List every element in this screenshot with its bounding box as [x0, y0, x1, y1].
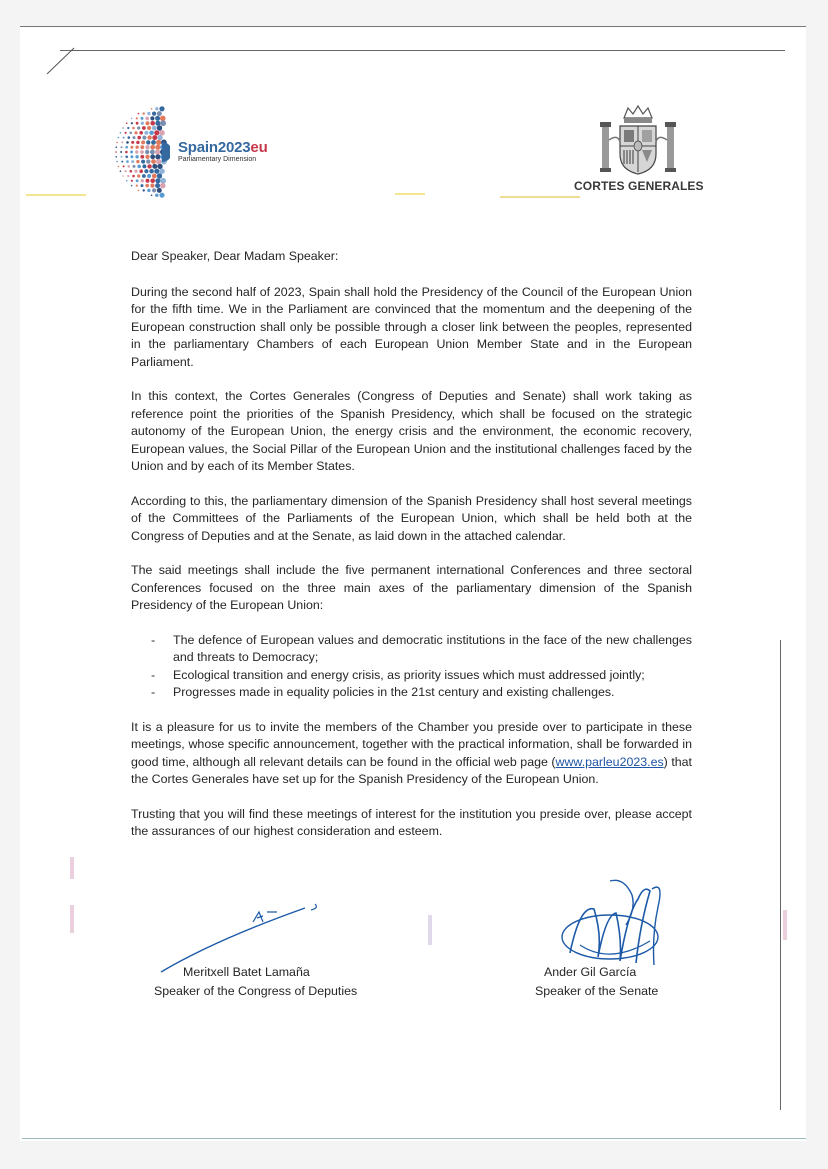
logo-dot: [137, 165, 141, 169]
scan-margin-mark: [70, 857, 74, 879]
logo-subtitle: Parliamentary Dimension: [178, 156, 257, 163]
salutation: Dear Speaker, Dear Madam Speaker:: [131, 249, 339, 263]
spain-coat-of-arms-icon: [598, 104, 678, 176]
logo-dot: [135, 146, 138, 149]
logo-dot: [159, 168, 165, 174]
logo-dot: [149, 169, 154, 174]
logo-dot: [141, 140, 145, 144]
scan-margin-mark: [70, 905, 74, 933]
logo-dot: [151, 159, 156, 164]
logo-dot: [157, 135, 162, 140]
scan-margin-mark: [783, 910, 787, 940]
spain2023eu-logo-icon: [110, 104, 170, 200]
logo-dot: [147, 164, 151, 168]
logo-dot: [147, 126, 151, 130]
letter-body: [131, 248, 692, 858]
logo-dot: [157, 188, 162, 193]
logo-dot: [139, 131, 143, 135]
logo-dot: [151, 194, 153, 196]
signatory-right-name: Ander Gil García: [544, 965, 637, 979]
scan-streak: [395, 193, 425, 195]
logo-dot: [131, 180, 133, 182]
logo-dot: [125, 170, 127, 172]
logo-dot: [134, 131, 137, 134]
logo-dot: [143, 112, 145, 114]
logo-dot: [126, 160, 129, 163]
logo-half-disc: [162, 142, 170, 162]
logo-dot: [139, 169, 143, 173]
paragraph-closing: Trusting that you will find these meetings of interest for the institution you preside over, please accept the assurances of our highest consideration and esteem.: [131, 806, 692, 838]
logo-dot: [152, 126, 157, 131]
logo-dot: [141, 179, 144, 182]
logo-dot: [146, 159, 150, 163]
logo-dot: [130, 170, 133, 173]
logo-dot: [156, 140, 161, 145]
logo-dot: [149, 131, 154, 136]
logo-dot: [155, 149, 160, 154]
logo-dot: [142, 164, 146, 168]
logo-dot: [126, 141, 129, 144]
logo-dot: [116, 146, 118, 148]
logo-dot: [146, 140, 150, 144]
logo-dot: [152, 174, 157, 179]
logo-dot: [156, 159, 161, 164]
logo-dot: [155, 107, 158, 110]
logo-dot: [121, 156, 123, 158]
logo-dot: [155, 178, 160, 183]
logo-dot: [135, 155, 138, 158]
scan-bottom-edge: [22, 1138, 806, 1139]
logo-dot: [151, 108, 153, 110]
scan-streak: [500, 196, 580, 198]
logo-dot: [140, 145, 144, 149]
logo-dot: [136, 117, 138, 119]
signatory-right-role: Speaker of the Senate: [535, 984, 659, 998]
logo-dot: [123, 165, 125, 167]
logo-dot: [147, 112, 150, 115]
logo-dot: [152, 164, 157, 169]
logo-dot: [142, 126, 146, 130]
list-item: - Ecological transition and energy crisis, as priority issues which must addressed jointly;: [151, 667, 692, 685]
logo-dot: [125, 156, 128, 159]
logo-dot: [150, 145, 155, 150]
logo-dot: [115, 151, 117, 153]
logo-dot: [132, 127, 135, 130]
logo-dot: [144, 131, 148, 135]
logo-dot: [141, 184, 144, 187]
logo-dot: [131, 185, 133, 187]
logo-dot: [126, 122, 128, 124]
logo-dot: [131, 141, 134, 144]
logo-dot: [145, 155, 149, 159]
logo-dot: [120, 132, 122, 134]
logo-dot: [155, 145, 160, 150]
logo-title-suffix: eu: [250, 139, 268, 156]
logo-dot: [155, 116, 160, 121]
logo-wordmark: [178, 139, 268, 163]
logo-dot: [136, 185, 138, 187]
logo-dot: [127, 175, 129, 177]
website-link[interactable]: www.parleu2023.es: [555, 754, 664, 769]
logo-dot: [136, 141, 139, 144]
logo-dot: [138, 113, 140, 115]
signatory-left-role: Speaker of the Congress of Deputies: [154, 984, 358, 998]
logo-dot: [125, 151, 128, 154]
logo-dot: [147, 135, 151, 139]
logo-dot: [120, 170, 122, 172]
logo-dot: [152, 188, 156, 192]
logo-dot: [155, 183, 160, 188]
pen-stroke-mark: [44, 44, 78, 78]
logo-dot: [136, 122, 139, 125]
logo-dot: [150, 154, 155, 159]
logo-dot: [118, 166, 120, 168]
logo-dot: [152, 135, 157, 140]
logo-dot: [135, 150, 138, 153]
logo-dot: [125, 146, 128, 149]
logo-dot: [130, 151, 133, 154]
logo-dot: [141, 160, 145, 164]
list-item: - Progresses made in equality policies in the 21st century and existing challenges.: [151, 684, 692, 702]
scan-streak: [26, 194, 86, 196]
logo-dot: [145, 117, 149, 121]
logo-dot: [131, 118, 133, 120]
logo-dot: [151, 140, 156, 145]
logo-dot: [138, 190, 140, 192]
logo-title: [178, 139, 268, 156]
logo-dot: [150, 116, 154, 120]
logo-dot: [134, 170, 137, 173]
logo-dot: [130, 155, 133, 158]
logo-dot: [122, 175, 124, 177]
logo-dot: [159, 106, 164, 111]
logo-dot: [150, 150, 155, 155]
logo-dot: [126, 180, 128, 182]
paragraph-conferences: The said meetings shall include the five permanent international Conferences and three sectoral Conferences focused on the three main axes of the parliamentary dimension of the Spanish Presidency of the European Union:: [131, 563, 692, 612]
logo-dot: [140, 155, 144, 159]
list-item: - The defence of European values and democratic institutions in the face of the new challenges and threats to Democracy;: [151, 632, 692, 667]
logo-dot: [144, 169, 148, 173]
logo-dot: [152, 112, 156, 116]
paragraph-meetings: According to this, the parliamentary dimension of the Spanish Presidency shall host several meetings of the Committees of the Parliaments of the European Union, which shall be held both at the Congress of Deputies and at the Senate, as laid down in the attached calendar.: [131, 493, 692, 543]
logo-dot: [116, 142, 118, 144]
logo-dot: [150, 184, 154, 188]
invitation-text-end: ) that the Cortes Generales have set up for the Spanish Presidency of the European Union.: [131, 754, 692, 786]
logo-dot: [136, 179, 139, 182]
logo-dot: [137, 136, 141, 140]
logo-title-main: Spain2023: [178, 139, 251, 156]
logo-dot: [154, 169, 159, 174]
logo-dot: [150, 121, 155, 126]
paragraph-priorities: In this context, the Cortes Generales (Congress of Deputies and Senate) shall work taking as reference point the priorities of the Spanish Presidency, which shall be focused on the strategic autonomy of the European Union, the energy crisis and the environment, the economic recovery, European values, the Social Pillar of the European Union and the institutional challenges faced by the Union and by each of its Member States.: [131, 389, 692, 473]
paragraph-presidency: During the second half of 2023, Spain shall hold the Presidency of the Council of the European Union for the fifth time. We in the Parliament are convinced that the momentum and the deepening of the European construction shall only be possible through a closer link between the peoples, represented in the parliamentary Chambers of each European Union Member State and in the European Parliament.: [131, 284, 692, 369]
logo-dot: [154, 130, 159, 135]
logo-dot: [125, 132, 127, 134]
logo-dot: [159, 193, 164, 198]
logo-dot: [141, 122, 144, 125]
logo-dot: [157, 125, 162, 130]
logo-dot: [155, 194, 158, 197]
logo-dot: [146, 179, 150, 183]
logo-dot: [137, 126, 140, 129]
logo-dot: [157, 173, 162, 178]
logo-dot: [133, 165, 136, 168]
logo-dot: [147, 174, 151, 178]
logo-dot: [142, 174, 146, 178]
scan-top-rule: [60, 50, 785, 51]
logo-dot: [116, 156, 118, 158]
logo-dot: [128, 136, 131, 139]
logo-dot: [120, 151, 122, 153]
logo-dot: [146, 121, 150, 125]
logo-dot: [116, 161, 118, 163]
logo-dot: [127, 127, 129, 129]
logo-dot: [145, 184, 149, 188]
logo-dot: [130, 132, 133, 135]
logo-dot: [121, 161, 123, 163]
logo-dot: [160, 183, 166, 189]
logo-dot: [143, 189, 145, 191]
logo-dot: [145, 145, 149, 149]
logo-dot: [137, 174, 140, 177]
axes-list: [131, 632, 692, 702]
logo-dot: [160, 120, 166, 126]
logo-dot: [150, 179, 155, 184]
logo-dot: [157, 111, 162, 116]
logo-dot: [147, 189, 150, 192]
logo-dot: [142, 136, 146, 140]
logo-dot: [121, 141, 123, 143]
paragraph-invitation: [131, 719, 692, 789]
logo-dot: [157, 164, 162, 169]
logo-dot: [130, 146, 133, 149]
logo-dot: [141, 117, 144, 120]
logo-dot: [140, 150, 144, 154]
invitation-text-start: It is a pleasure for us to invite the members of the Chamber you preside over to participate in these meetings, whose specific announcement, together with the practical information, shall be forwarded in good time, although all relevant details can be found in the official web page (: [131, 719, 692, 769]
logo-dot: [118, 137, 120, 139]
logo-dot: [121, 146, 123, 148]
logo-dot: [155, 154, 160, 159]
logo-dot: [145, 150, 149, 154]
scan-margin-mark: [428, 915, 432, 945]
signatory-left-name: Meritxell Batet Lamaña: [183, 965, 310, 979]
logo-dot: [155, 121, 160, 126]
logo-dot: [159, 130, 165, 136]
logo-dot: [136, 160, 139, 163]
logo-dot: [131, 160, 134, 163]
logo-dot: [122, 127, 124, 129]
logo-dot: [131, 122, 133, 124]
scan-right-edge: [780, 640, 781, 1110]
logo-dot: [133, 136, 136, 139]
logo-dot: [128, 165, 131, 168]
institution-name: CORTES GENERALES: [574, 179, 704, 193]
logo-dot: [123, 137, 125, 139]
logo-dot: [132, 175, 135, 178]
